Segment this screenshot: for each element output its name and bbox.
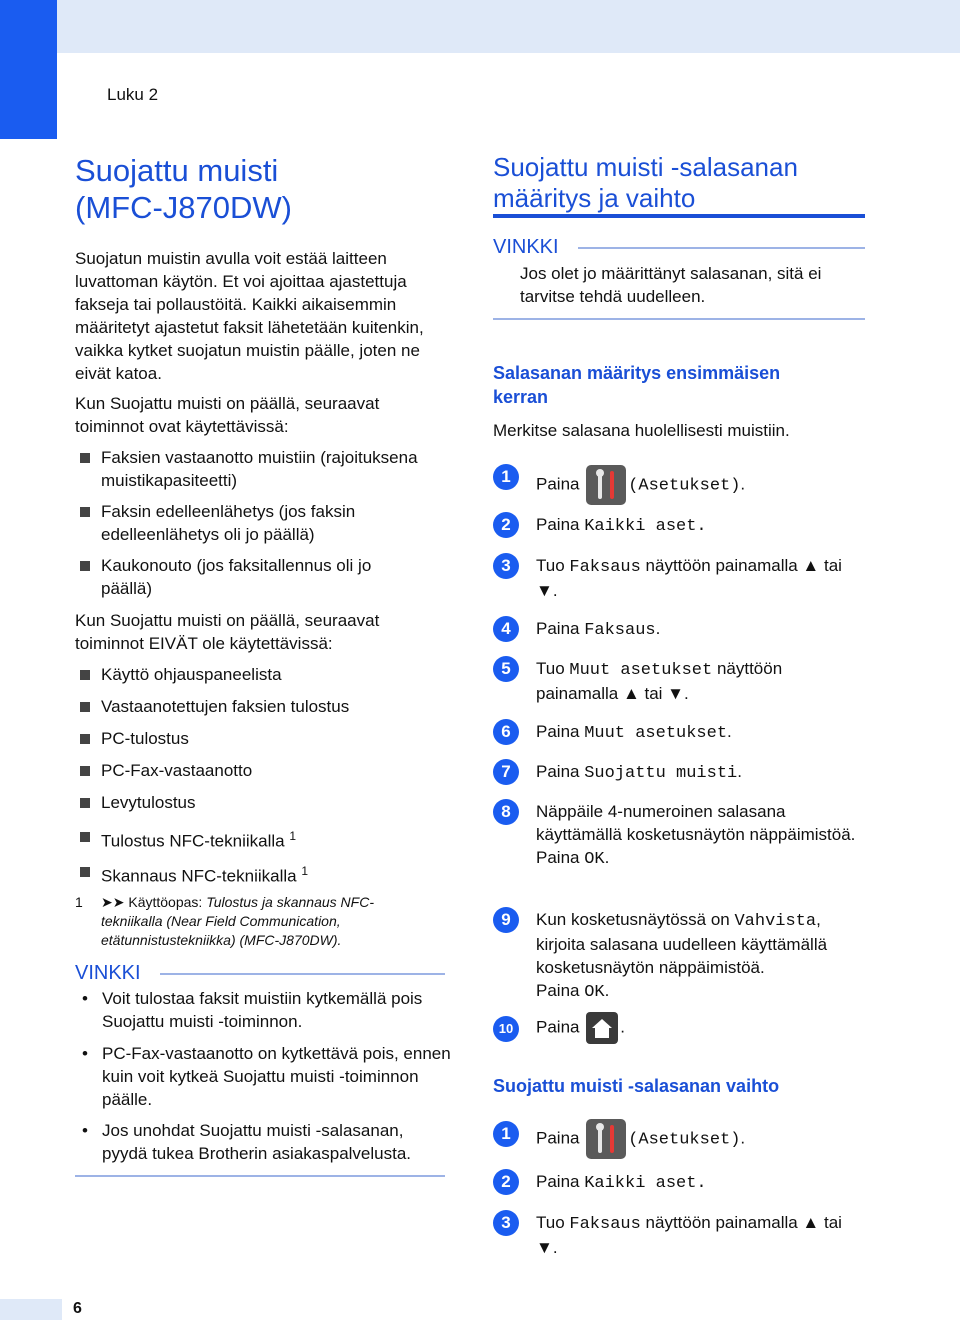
subsection-title: Salasanan määritys ensimmäisen kerran: [493, 363, 781, 407]
chapter-color-tab: [0, 0, 57, 139]
available-intro: Kun Suojattu muisti on päällä, seuraavat toiminnot ovat käytettävissä:: [75, 394, 380, 436]
subsection-intro: Merkitse salasana huolellisesti muistiin.: [493, 421, 790, 440]
list-item: PC-tulostus: [80, 727, 441, 750]
note-heading: VINKKI: [75, 962, 141, 984]
list-item: Faksin edelleenlähetys (jos faksin edelleenlähetys oli jo päällä): [80, 500, 411, 546]
list-item: Kaukonouto (jos faksitallennus oli jo päällä): [80, 554, 411, 600]
note-rule-bottom: [493, 318, 865, 320]
list-item: Vastaanotettujen faksien tulostus: [80, 695, 441, 718]
list-item: Tulostus NFC-tekniikalla $^1$: [80, 825, 441, 853]
header-band: [57, 0, 960, 53]
section-rule: [493, 214, 865, 218]
note-item: • Voit tulostaa faksit muistiin kytkemällä pois Suojattu muisti -toiminnon.: [82, 989, 423, 1031]
intro-paragraph: Suojatun muistin avulla voit estää laitteen luvattoman käytön. Et voi ajoittaa ajastettuja fakseja tai pollaustöitä. Kaikki aikaisemmin määritetyt ajastetut faksit lähetetään kuitenkin, vaikka kytket suojatun muistin päälle, joten ne eivät katoa.: [75, 249, 424, 383]
step-1: 1 Paina (Asetukset).: [493, 464, 868, 500]
list-item: Faksien vastaanotto muistiin (rajoituksena muistikapasiteetti): [80, 446, 451, 492]
subsection-title: Suojattu muisti -salasanan vaihto: [493, 1076, 780, 1096]
section-title: Suojattu muisti -salasanan määritys ja vaihto: [493, 152, 798, 213]
page-title: Suojattu muisti (MFC-J870DW): [75, 153, 292, 225]
list-item: Käyttö ohjauspaneelista: [80, 663, 441, 686]
list-item: PC-Fax-vastaanotto: [80, 759, 441, 782]
footer-band: [0, 1299, 62, 1320]
home-icon[interactable]: [586, 1012, 618, 1044]
note-item: • Jos unohdat Suojattu muisti -salasanan, pyydä tukea Brotherin asiakaspalvelusta.: [82, 1121, 412, 1163]
tools-icon[interactable]: [586, 465, 626, 505]
chapter-label: Luku 2: [107, 85, 159, 104]
page-number: 6: [73, 1300, 82, 1317]
tools-icon[interactable]: [586, 1119, 626, 1159]
unavailable-intro: Kun Suojattu muisti on päällä, seuraavat toiminnot EIVÄT ole käytettävissä:: [75, 611, 380, 653]
note-item: • PC-Fax-vastaanotto on kytkettävä pois, ennen kuin voit kytkeä Suojattu muisti -toiminnon päälle.: [82, 1044, 451, 1109]
list-item: Skannaus NFC-tekniikalla $^1$: [80, 860, 441, 888]
list-item: Levytulostus: [80, 791, 441, 814]
note-text: Jos olet jo määrittänyt salasanan, sitä ei tarvitse tehdä uudelleen.: [520, 264, 822, 306]
note-rule-top: [578, 247, 865, 249]
note-rule-bottom: [75, 1175, 445, 1177]
note-rule-top: [160, 973, 445, 975]
note-heading: VINKKI: [493, 236, 559, 258]
